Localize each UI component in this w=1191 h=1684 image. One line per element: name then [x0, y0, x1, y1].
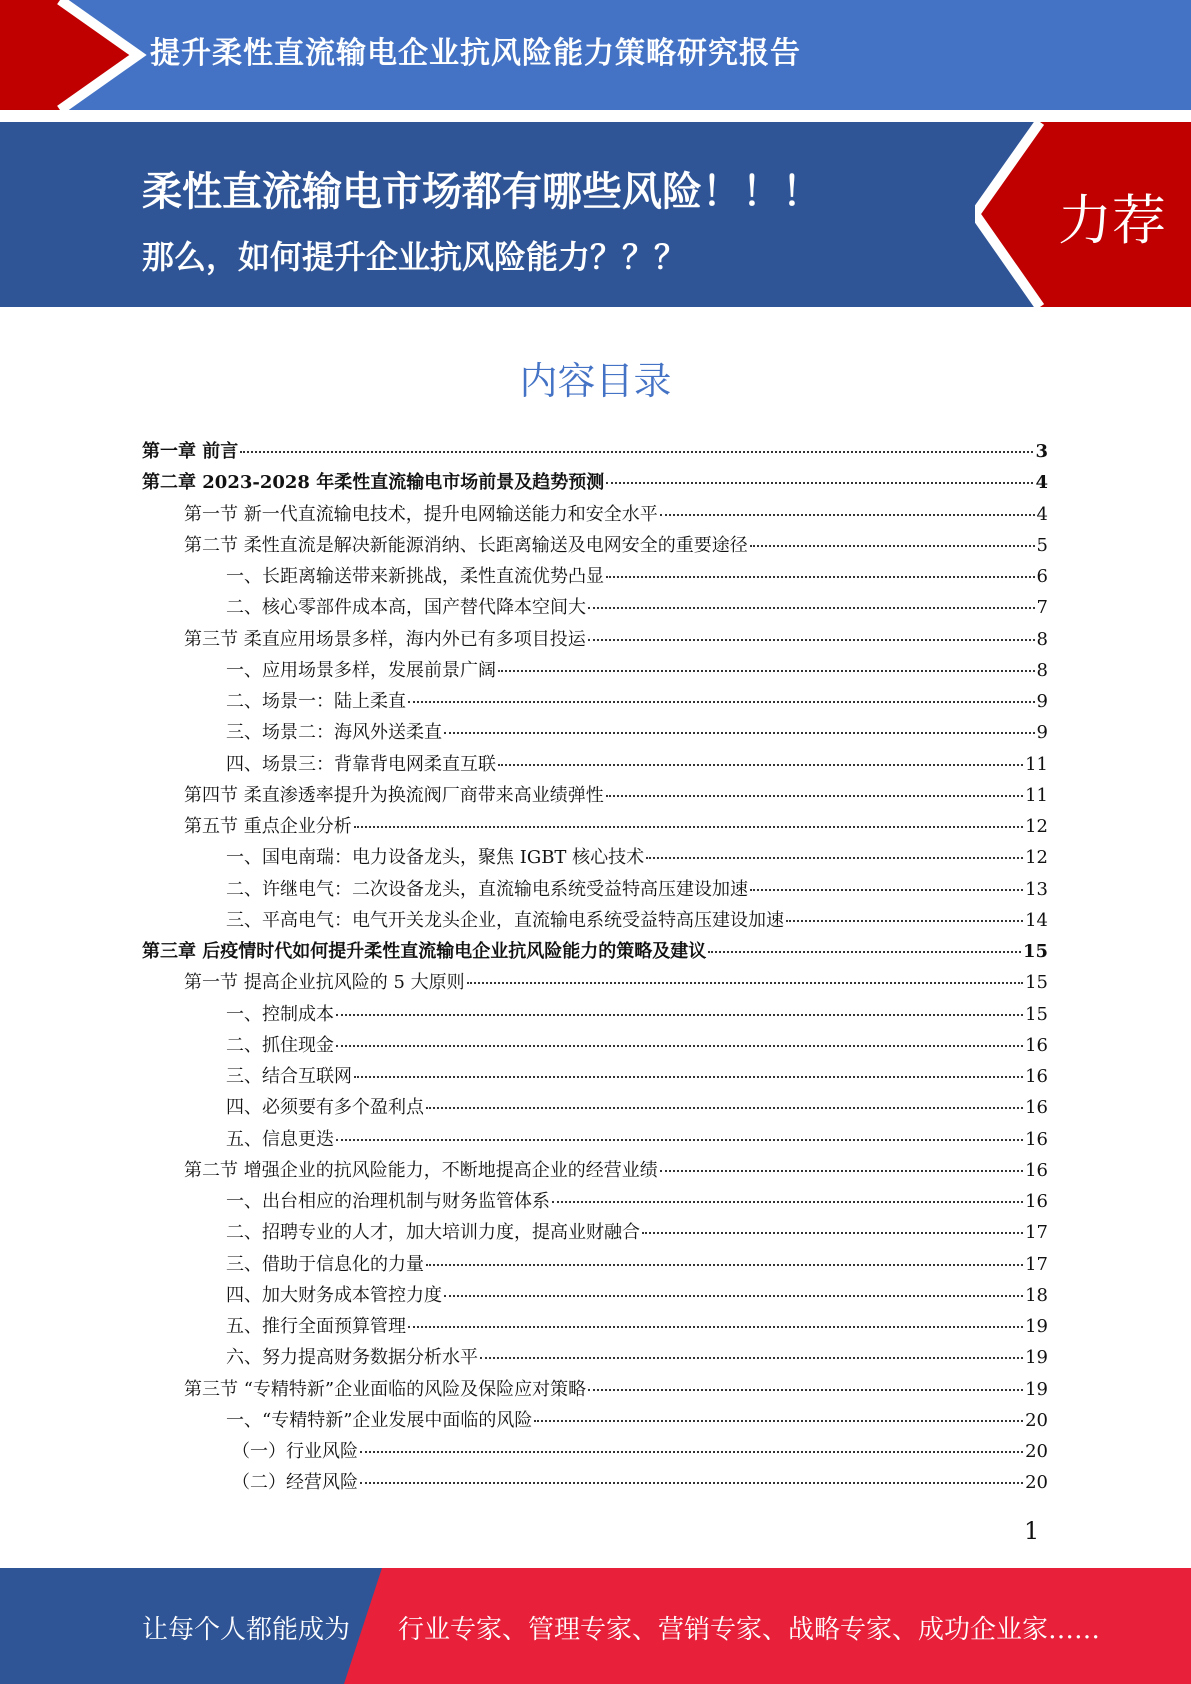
toc-entry[interactable] [226, 1062, 1048, 1090]
toc-entry-page: 14 [1025, 910, 1048, 931]
toc-entry-title: 一、应用场景多样，发展前景广阔 [226, 660, 496, 681]
toc-entry-page: 4 [1035, 472, 1048, 493]
toc-entry-title: 四、必须要有多个盈利点 [226, 1097, 424, 1118]
toc-entry-title: 三、结合互联网 [226, 1066, 352, 1087]
toc-entry[interactable] [142, 937, 1048, 965]
toc-entry-page: 18 [1025, 1285, 1048, 1306]
toc-entry-page: 7 [1036, 597, 1048, 618]
toc-entry-title: 一、控制成本 [226, 1004, 334, 1025]
toc-entry-page: 20 [1025, 1441, 1048, 1462]
toc-entry-page: 20 [1025, 1410, 1048, 1431]
toc-entry[interactable] [226, 1000, 1048, 1028]
toc-entry[interactable] [226, 1187, 1048, 1215]
toc-entry-title: 第二节 柔性直流是解决新能源消纳、长距离输送及电网安全的重要途径 [184, 535, 748, 556]
toc-entry[interactable] [226, 906, 1048, 934]
toc-entry-title: 二、许继电气：二次设备龙头，直流输电系统受益特高压建设加速 [226, 879, 748, 900]
toc-dot-leader [444, 1295, 1023, 1297]
footer-slogan-left: 让每个人都能成为 [142, 1615, 351, 1645]
toc-entry-title: 一、出台相应的治理机制与财务监管体系 [226, 1191, 550, 1212]
toc-dot-leader [408, 701, 1035, 703]
toc-entry-title: 四、场景三：背靠背电网柔直互联 [226, 754, 496, 775]
toc-entry-page: 16 [1025, 1191, 1048, 1212]
hero-headline: 柔性直流输电市场都有哪些风险！！！ [142, 169, 822, 215]
toc-dot-leader [480, 1357, 1023, 1359]
toc-entry-title: 第三节 “专精特新”企业面临的风险及保险应对策略 [184, 1379, 587, 1400]
toc-dot-leader [642, 1232, 1023, 1234]
toc-entry-page: 17 [1025, 1254, 1048, 1275]
toc-entry-page: 12 [1025, 847, 1048, 868]
report-title: 提升柔性直流输电企业抗风险能力策略研究报告 [150, 36, 801, 71]
toc-entry-page: 16 [1025, 1066, 1048, 1087]
toc-entry-page: 11 [1025, 785, 1048, 806]
toc-entry[interactable] [226, 750, 1048, 778]
toc-entry-page: 9 [1036, 691, 1048, 712]
toc-entry[interactable] [226, 718, 1048, 746]
toc-entry[interactable] [226, 843, 1048, 871]
toc-entry-title: 二、抓住现金 [226, 1035, 334, 1056]
toc-entry-page: 15 [1025, 972, 1048, 993]
toc-dot-leader [552, 1201, 1023, 1203]
toc-dot-leader [426, 1264, 1023, 1266]
toc-entry-page: 15 [1025, 1004, 1048, 1025]
toc-entry[interactable] [226, 1093, 1048, 1121]
toc-entry-page: 3 [1035, 441, 1048, 462]
toc-entry-title: 三、场景二：海风外送柔直 [226, 722, 442, 743]
page-number: 1 [1024, 1517, 1040, 1545]
toc-entry-title: 一、长距离输送带来新挑战，柔性直流优势凸显 [226, 566, 604, 587]
toc-entry[interactable] [226, 562, 1048, 590]
toc-entry-title: 三、借助于信息化的力量 [226, 1254, 424, 1275]
toc-entry-page: 16 [1025, 1097, 1048, 1118]
toc-dot-leader [336, 1045, 1023, 1047]
toc-dot-leader [750, 889, 1023, 891]
toc-entry-title: （二）经营风险 [232, 1472, 358, 1493]
toc-dot-leader [336, 1139, 1023, 1141]
toc-entry-title: 第四节 柔直渗透率提升为换流阀厂商带来高业绩弹性 [184, 785, 604, 806]
toc-dot-leader [588, 607, 1035, 609]
toc-entry-page: 12 [1025, 816, 1048, 837]
toc-entry-page: 16 [1025, 1035, 1048, 1056]
toc-dot-leader [750, 545, 1035, 547]
toc-entry[interactable] [226, 1125, 1048, 1153]
toc-entry-title: 四、加大财务成本管控力度 [226, 1285, 442, 1306]
toc-entry-title: 一、“专精特新”企业发展中面临的风险 [226, 1410, 533, 1431]
toc-entry[interactable] [184, 968, 1048, 996]
toc-entry-page: 13 [1025, 879, 1048, 900]
toc-entry[interactable] [142, 437, 1048, 465]
toc-dot-leader [606, 482, 1033, 484]
toc-entry-page: 6 [1036, 566, 1048, 587]
toc-entry-page: 4 [1036, 504, 1048, 525]
toc-dot-leader [498, 764, 1023, 766]
toc-entry-title: （一）行业风险 [232, 1441, 358, 1462]
toc-entry[interactable] [226, 1031, 1048, 1059]
toc-dot-leader [354, 1076, 1023, 1078]
toc-entry-title: 二、招聘专业的人才，加大培训力度，提高业财融合 [226, 1222, 640, 1243]
toc-dot-leader [786, 920, 1023, 922]
toc-dot-leader [354, 826, 1023, 828]
toc-entry[interactable] [226, 656, 1048, 684]
toc-dot-leader [660, 514, 1035, 516]
toc-dot-leader [240, 451, 1033, 453]
toc-entry[interactable] [184, 1156, 1048, 1184]
toc-entry[interactable] [226, 687, 1048, 715]
toc-dot-leader [444, 732, 1035, 734]
toc-dot-leader [708, 951, 1021, 953]
toc-entry[interactable] [184, 1375, 1048, 1403]
toc-entry-title: 第一章 前言 [142, 441, 239, 462]
toc-dot-leader [360, 1482, 1023, 1484]
hero-subheadline: 那么，如何提升企业抗风险能力？？？ [142, 238, 687, 276]
toc-entry[interactable] [226, 1406, 1048, 1434]
toc-entry[interactable] [226, 1218, 1048, 1246]
toc-entry-title: 五、推行全面预算管理 [226, 1316, 406, 1337]
toc-dot-leader [426, 1107, 1023, 1109]
toc-entry[interactable] [184, 781, 1048, 809]
toc-entry[interactable] [232, 1437, 1048, 1465]
header-red-arrow-icon [0, 0, 150, 110]
toc-dot-leader [588, 639, 1035, 641]
toc-entry-title: 第五节 重点企业分析 [184, 816, 352, 837]
toc-entry-title: 第三章 后疫情时代如何提升柔性直流输电企业抗风险能力的策略及建议 [142, 941, 707, 962]
toc-dot-leader [606, 795, 1023, 797]
toc-entry-title: 二、场景一：陆上柔直 [226, 691, 406, 712]
toc-entry[interactable] [184, 812, 1048, 840]
toc-entry[interactable] [184, 500, 1048, 528]
toc-entry[interactable] [226, 1343, 1048, 1371]
recommend-badge: 力荐 [1058, 189, 1166, 252]
toc-entry-page: 8 [1036, 660, 1048, 681]
toc-entry[interactable] [232, 1468, 1048, 1496]
toc-entry[interactable] [226, 875, 1048, 903]
toc-dot-leader [498, 670, 1035, 672]
toc-dot-leader [360, 1451, 1023, 1453]
toc-dot-leader [467, 982, 1023, 984]
toc-entry[interactable] [226, 1250, 1048, 1278]
toc-entry-title: 五、信息更迭 [226, 1129, 334, 1150]
toc-entry[interactable] [226, 593, 1048, 621]
toc-entry-page: 5 [1036, 535, 1048, 556]
toc-heading: 内容目录 [519, 359, 672, 403]
toc-entry-title: 三、平高电气：电气开关龙头企业，直流输电系统受益特高压建设加速 [226, 910, 784, 931]
toc-entry-title: 二、核心零部件成本高，国产替代降本空间大 [226, 597, 586, 618]
toc-dot-leader [588, 1389, 1023, 1391]
toc-entry-title: 第一节 提高企业抗风险的 5 大原则 [184, 972, 465, 993]
toc-entry-page: 19 [1025, 1379, 1048, 1400]
toc-entry-page: 16 [1025, 1129, 1048, 1150]
toc-entry[interactable] [184, 531, 1048, 559]
toc-dot-leader [646, 857, 1023, 859]
toc-entry-title: 第一节 新一代直流输电技术，提升电网输送能力和安全水平 [184, 504, 658, 525]
toc-entry-title: 六、努力提高财务数据分析水平 [226, 1347, 478, 1368]
toc-dot-leader [660, 1170, 1023, 1172]
toc-entry-page: 20 [1025, 1472, 1048, 1493]
footer-slogan-right: 行业专家、管理专家、营销专家、战略专家、成功企业家…… [398, 1615, 1101, 1645]
toc-entry-page: 19 [1025, 1316, 1048, 1337]
toc-entry-title: 一、国电南瑞：电力设备龙头，聚焦 IGBT 核心技术 [226, 847, 645, 868]
toc-entry-title: 第二章 2023-2028 年柔性直流输电市场前景及趋势预测 [142, 472, 605, 493]
toc-entry[interactable] [226, 1281, 1048, 1309]
toc-entry-page: 11 [1025, 754, 1048, 775]
toc-entry-page: 17 [1025, 1222, 1048, 1243]
toc-dot-leader [606, 576, 1035, 578]
toc-entry[interactable] [142, 468, 1048, 496]
toc-entry-page: 8 [1036, 629, 1048, 650]
toc-dot-leader [336, 1014, 1023, 1016]
toc-entry-title: 第二节 增强企业的抗风险能力，不断地提高企业的经营业绩 [184, 1160, 658, 1181]
toc-dot-leader [408, 1326, 1023, 1328]
toc-entry[interactable] [184, 625, 1048, 653]
toc-entry-page: 9 [1036, 722, 1048, 743]
toc-entry-page: 16 [1025, 1160, 1048, 1181]
toc-entry[interactable] [226, 1312, 1048, 1340]
toc-dot-leader [534, 1420, 1023, 1422]
toc-entry-page: 15 [1022, 941, 1048, 962]
toc-entry-title: 第三节 柔直应用场景多样，海内外已有多项目投运 [184, 629, 586, 650]
toc-entry-page: 19 [1025, 1347, 1048, 1368]
